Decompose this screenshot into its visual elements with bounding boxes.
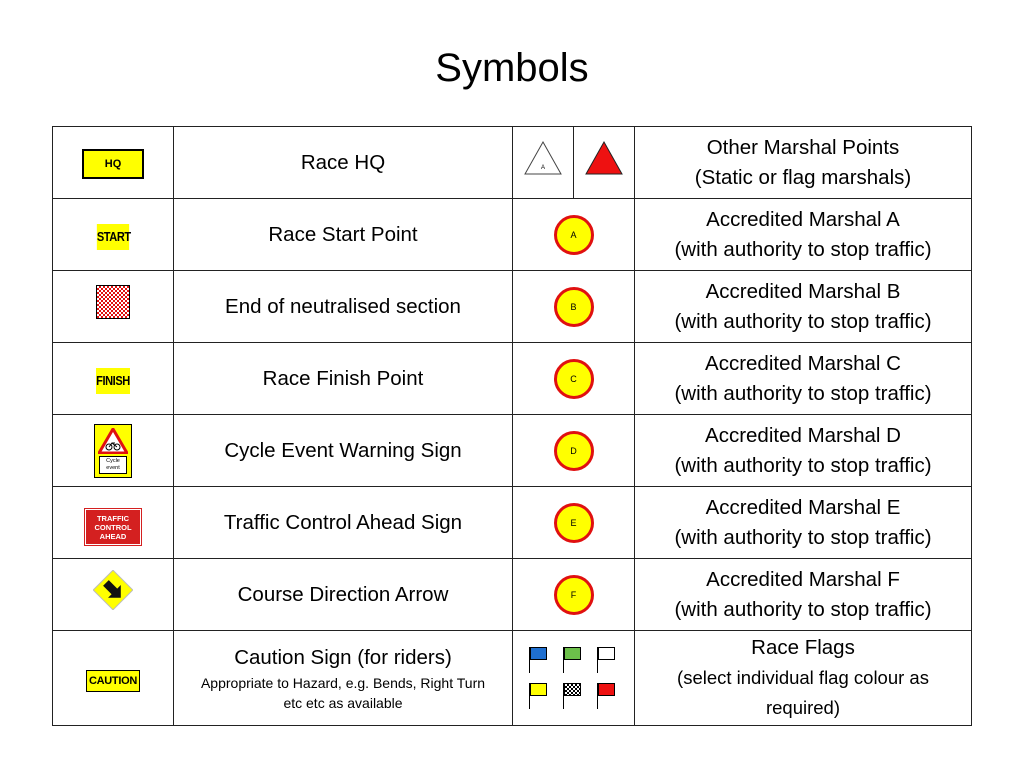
race-flags-desc <box>635 631 972 726</box>
desc-line: (with authority to stop traffic) <box>674 597 932 621</box>
marshal-d-circle-icon: D <box>554 431 594 471</box>
desc-line: (Static or flag marshals) <box>694 165 912 189</box>
neutralised-symbol-cell <box>53 271 174 343</box>
marshal-f-cell <box>513 559 635 631</box>
marshal-b-circle-icon: B <box>554 287 594 327</box>
chequered-flag-icon <box>559 681 585 711</box>
marshal-c-circle-icon: C <box>554 359 594 399</box>
traffic-control-label: Traffic Control Ahead Sign <box>174 487 513 559</box>
marshal-d-cell <box>513 415 635 487</box>
marshal-d-desc <box>635 415 972 487</box>
desc-line: Accredited Marshal B <box>705 279 901 303</box>
marshal-e-cell <box>513 487 635 559</box>
hq-sign-icon: HQ <box>82 149 144 179</box>
table-row <box>53 487 972 559</box>
other-marshal-points-desc <box>635 127 972 199</box>
marshal-c-cell <box>513 343 635 415</box>
desc-line: required) <box>765 697 841 718</box>
chequered-square-icon <box>96 285 130 319</box>
svg-text:A: A <box>540 165 546 171</box>
marshal-f-desc <box>635 559 972 631</box>
white-flag-icon <box>593 645 619 675</box>
marshal-point-filled-cell <box>574 127 635 199</box>
cycle-event-plate <box>99 456 127 474</box>
direction-arrow-symbol-cell <box>53 559 174 631</box>
caution-sub-line: etc etc as available <box>283 695 403 711</box>
marshal-b-desc <box>635 271 972 343</box>
desc-line: Accredited Marshal E <box>705 495 901 519</box>
desc-line: (with authority to stop traffic) <box>674 381 932 405</box>
race-start-label: Race Start Point <box>174 199 513 271</box>
desc-line: (with authority to stop traffic) <box>674 237 932 261</box>
start-symbol-cell <box>53 199 174 271</box>
warning-triangle-icon <box>98 428 128 454</box>
desc-line: (with authority to stop traffic) <box>674 309 932 333</box>
neutralised-label: End of neutralised section <box>174 271 513 343</box>
marshal-f-circle-icon: F <box>554 575 594 615</box>
direction-arrow-icon <box>93 570 133 610</box>
desc-line: Accredited Marshal D <box>705 423 901 447</box>
start-sign-icon: START <box>97 224 129 250</box>
caution-symbol-cell <box>53 631 174 726</box>
blue-flag-icon <box>525 645 551 675</box>
hq-symbol-cell <box>53 127 174 199</box>
table-row <box>53 199 972 271</box>
green-flag-icon <box>559 645 585 675</box>
marshal-a-desc <box>635 199 972 271</box>
sign-line: TRAFFIC <box>96 513 130 523</box>
race-flags-cell <box>513 631 635 726</box>
caution-sign-icon: CAUTION <box>86 670 140 692</box>
desc-line: Race Flags <box>751 636 855 659</box>
race-hq-label: Race HQ <box>174 127 513 199</box>
sign-line: AHEAD <box>99 531 127 541</box>
traffic-control-symbol-cell <box>53 487 174 559</box>
yellow-flag-icon <box>525 681 551 711</box>
marshal-a-circle-icon: A <box>554 215 594 255</box>
marshal-point-outline-cell <box>513 127 574 199</box>
caution-sub-line: Appropriate to Hazard, e.g. Bends, Right Turn <box>200 675 486 691</box>
race-finish-label: Race Finish Point <box>174 343 513 415</box>
desc-line: (select individual flag colour as <box>677 667 929 688</box>
marshal-e-circle-icon: E <box>554 503 594 543</box>
triangle-outline-icon <box>523 140 563 176</box>
cycle-warning-label: Cycle Event Warning Sign <box>174 415 513 487</box>
cycle-warning-sign-icon <box>94 424 132 478</box>
table-row <box>53 415 972 487</box>
page-title: Symbols <box>435 46 589 90</box>
table-row <box>53 271 972 343</box>
flags-grid <box>513 645 634 711</box>
marshal-e-desc <box>635 487 972 559</box>
plate-line: event <box>106 464 120 471</box>
desc-line: (with authority to stop traffic) <box>674 453 932 477</box>
table-row <box>53 631 972 726</box>
sign-line: CONTROL <box>94 522 132 532</box>
finish-sign-icon: FINISH <box>96 368 130 394</box>
table-row <box>53 559 972 631</box>
marshal-c-desc <box>635 343 972 415</box>
traffic-control-sign-icon <box>85 509 141 545</box>
red-flag-icon <box>593 681 619 711</box>
symbols-table <box>52 126 972 726</box>
table-row <box>53 343 972 415</box>
caution-label: Caution Sign (for riders) <box>234 646 452 669</box>
cycle-warning-symbol-cell <box>53 415 174 487</box>
desc-line: (with authority to stop traffic) <box>674 525 932 549</box>
desc-line: Accredited Marshal C <box>705 351 901 375</box>
marshal-a-cell <box>513 199 635 271</box>
finish-symbol-cell <box>53 343 174 415</box>
caution-desc <box>174 631 513 726</box>
direction-arrow-label: Course Direction Arrow <box>174 559 513 631</box>
desc-line: Accredited Marshal A <box>706 207 900 231</box>
marshal-b-cell <box>513 271 635 343</box>
table-row <box>53 127 972 199</box>
plate-line: Cycle <box>106 457 120 464</box>
desc-line: Accredited Marshal F <box>706 567 900 591</box>
desc-line: Other Marshal Points <box>706 135 900 159</box>
triangle-red-icon <box>584 140 624 176</box>
